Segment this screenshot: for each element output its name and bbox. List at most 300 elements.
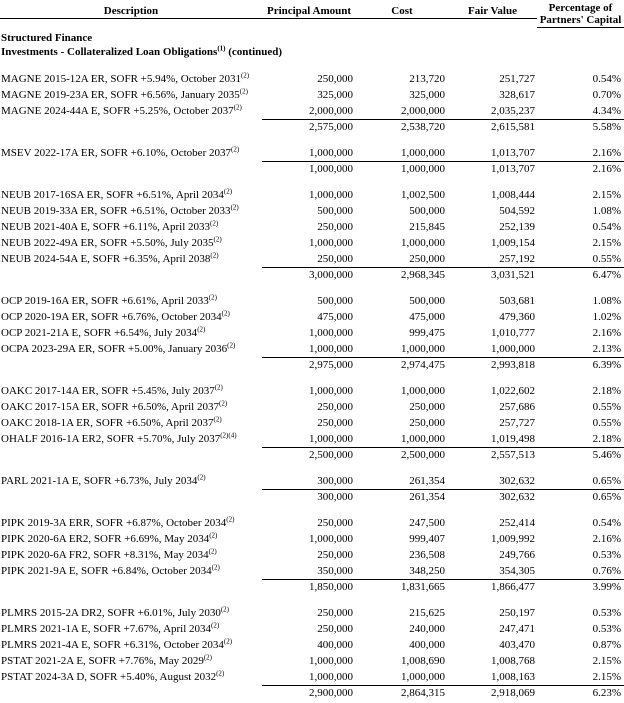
footnote-ref: (2): [210, 251, 219, 260]
cost-value: 999,475: [409, 327, 445, 339]
investment-values: [262, 71, 624, 87]
investment-values: [262, 653, 624, 669]
investment-description-text: OCP 2021-21A E, SOFR +6.54%, July 2034: [1, 327, 198, 339]
subtotal-description-spacer: [0, 267, 262, 283]
table-header: [0, 2, 624, 28]
subtotal-description-spacer: [0, 489, 262, 505]
principal-amount-value: 2,000,000: [309, 105, 353, 117]
investment-values: [262, 325, 624, 341]
percentage-value: 0.55%: [592, 253, 621, 265]
investment-row: [0, 235, 624, 251]
cost-value: 2,000,000: [401, 105, 445, 117]
group-subtotal-row: [0, 447, 624, 463]
investment-values: [262, 531, 624, 547]
subtotal-description-spacer: [0, 357, 262, 373]
fair-value-value: 403,470: [499, 639, 535, 651]
subtotal-values: [262, 579, 624, 595]
subtotal-percentage: 5.46%: [592, 449, 621, 461]
investment-description-text: OAKC 2017-15A ER, SOFR +6.50%, April 2037: [1, 401, 219, 413]
investment-description-text: PIPK 2019-3A ERR, SOFR +6.87%, October 2034: [1, 517, 227, 529]
percentage-value: 0.53%: [592, 607, 621, 619]
footnote-ref: (2): [226, 515, 235, 524]
investment-description-text: OAKC 2018-1A ER, SOFR +6.50%, April 2037: [1, 417, 214, 429]
principal-amount-value: 1,000,000: [309, 671, 353, 683]
footnote-ref: (2): [233, 103, 242, 112]
fair-value-value: 257,727: [499, 417, 535, 429]
fair-value-value: 250,197: [499, 607, 535, 619]
investment-values: [262, 219, 624, 235]
investment-description: [0, 431, 262, 447]
percentage-value: 1.08%: [592, 205, 621, 217]
subtotal-values: [262, 267, 624, 283]
investment-values: [262, 637, 624, 653]
investment-description: [0, 563, 262, 579]
percentage-value: 2.15%: [592, 237, 621, 249]
investment-description-text: PSTAT 2021-2A E, SOFR +7.76%, May 2029: [1, 655, 204, 667]
section-title: Structured Finance: [1, 32, 93, 44]
investment-row: [0, 325, 624, 341]
percentage-value: 2.16%: [592, 533, 621, 545]
subtotal-cost: 2,538,720: [401, 121, 445, 133]
fair-value-value: 251,727: [499, 73, 535, 85]
subtotal-values: [262, 357, 624, 373]
investment-values: [262, 293, 624, 309]
fair-value-value: 1,010,777: [491, 327, 535, 339]
group-subtotal-row: [0, 267, 624, 283]
subtotal-percentage: 5.58%: [592, 121, 621, 133]
footnote-ref: (2)(4): [220, 431, 237, 440]
investment-description: [0, 187, 262, 203]
investment-description: [0, 235, 262, 251]
clo-group-1: [0, 145, 624, 177]
investment-values: [262, 103, 624, 119]
principal-amount-value: 500,000: [317, 205, 353, 217]
subtotal-principal-amount: 1,000,000: [309, 163, 353, 175]
subtotal-fair-value: 302,632: [499, 491, 535, 503]
investment-values: [262, 515, 624, 531]
percentage-value: 2.18%: [592, 433, 621, 445]
investment-description: [0, 399, 262, 415]
footnote-ref: (2): [223, 187, 233, 196]
investment-description: [0, 87, 262, 103]
investment-values: [262, 605, 624, 621]
investment-description: [0, 653, 262, 669]
investment-description-text: NEUB 2022-49A ER, SOFR +5.50%, July 2035: [1, 237, 214, 249]
investment-values: [262, 669, 624, 685]
subtotal-values: [262, 161, 624, 177]
subtotal-description-spacer: [0, 579, 262, 595]
footnote-ref: (2): [240, 71, 250, 80]
footnote-ref-1: (1): [217, 44, 226, 53]
investment-description: [0, 473, 262, 489]
investment-row: [0, 187, 624, 203]
principal-amount-value: 250,000: [317, 253, 353, 265]
investment-row: [0, 605, 624, 621]
footnote-ref: (2): [213, 235, 222, 244]
percentage-value: 0.54%: [592, 73, 621, 85]
investment-description-text: OCP 2019-16A ER, SOFR +6.61%, April 2033: [1, 295, 209, 307]
cost-value: 1,000,000: [401, 385, 445, 397]
subtotal-percentage: 2.16%: [592, 163, 621, 175]
investment-row: [0, 293, 624, 309]
cost-value: 1,002,500: [401, 189, 445, 201]
investment-description-text: MAGNE 2019-23A ER, SOFR +6.56%, January 2035: [1, 89, 240, 101]
principal-amount-value: 1,000,000: [309, 147, 353, 159]
clo-group-4: [0, 383, 624, 463]
investment-description: [0, 71, 262, 87]
investment-values: [262, 203, 624, 219]
investment-row: [0, 515, 624, 531]
subtotal-percentage: 0.65%: [592, 491, 621, 503]
group-subtotal-row: [0, 161, 624, 177]
cost-value: 1,000,000: [401, 433, 445, 445]
clo-group-3: [0, 293, 624, 373]
investment-description: [0, 621, 262, 637]
fair-value-value: 252,139: [499, 221, 535, 233]
cost-value: 250,000: [409, 417, 445, 429]
fair-value-value: 247,471: [499, 623, 535, 635]
principal-amount-value: 300,000: [317, 475, 353, 487]
investment-description-text: PIPK 2021-9A E, SOFR +6.84%, October 2034: [1, 565, 212, 577]
footnote-ref: (2): [211, 621, 220, 630]
investment-values: [262, 399, 624, 415]
subtotal-principal-amount: 2,500,000: [309, 449, 353, 461]
investment-description-text: PIPK 2020-6A ER2, SOFR +6.69%, May 2034: [1, 533, 210, 545]
cost-value: 348,250: [409, 565, 445, 577]
principal-amount-value: 1,000,000: [309, 385, 353, 397]
footnote-ref: (2): [197, 473, 206, 482]
table-body: [0, 71, 624, 701]
percentage-value: 0.76%: [592, 565, 621, 577]
investment-row: [0, 531, 624, 547]
investment-row: [0, 251, 624, 267]
cost-value: 325,000: [409, 89, 445, 101]
investment-values: [262, 415, 624, 431]
investment-description: [0, 415, 262, 431]
principal-amount-value: 250,000: [317, 517, 353, 529]
fair-value-value: 1,008,768: [491, 655, 535, 667]
cost-value: 1,008,690: [401, 655, 445, 667]
investment-description: [0, 103, 262, 119]
subtotal-values: [262, 489, 624, 505]
fair-value-value: 249,766: [499, 549, 535, 561]
principal-amount-value: 500,000: [317, 295, 353, 307]
investment-description-text: MAGNE 2024-44A E, SOFR +5.25%, October 2037: [1, 105, 234, 117]
percentage-value: 2.16%: [592, 327, 621, 339]
principal-amount-value: 475,000: [317, 311, 353, 323]
percentage-value: 2.18%: [592, 385, 621, 397]
footnote-ref: (2): [227, 341, 236, 350]
fair-value-value: 1,008,163: [491, 671, 535, 683]
subtotal-principal-amount: 1,850,000: [309, 581, 353, 593]
footnote-ref: (2): [220, 605, 229, 614]
investment-description: [0, 669, 262, 685]
fair-value-value: 479,360: [499, 311, 535, 323]
subtotal-fair-value: 1,866,477: [491, 581, 535, 593]
principal-amount-value: 250,000: [317, 623, 353, 635]
subtotal-cost: 2,500,000: [401, 449, 445, 461]
subtotal-cost: 2,864,315: [401, 687, 445, 699]
investment-description: [0, 309, 262, 325]
investment-description-text: NEUB 2021-40A E, SOFR +6.11%, April 2033: [1, 221, 210, 233]
principal-amount-value: 400,000: [317, 639, 353, 651]
percentage-value: 4.34%: [592, 105, 621, 117]
cost-value: 500,000: [409, 295, 445, 307]
investment-description-text: OAKC 2017-14A ER, SOFR +5.45%, July 2037: [1, 385, 215, 397]
investment-row: [0, 415, 624, 431]
cost-value: 1,000,000: [401, 343, 445, 355]
investment-row: [0, 219, 624, 235]
section-subtitle-text: Investments - Collateralized Loan Obligations: [1, 46, 218, 58]
principal-amount-value: 1,000,000: [309, 433, 353, 445]
clo-group-5: [0, 473, 624, 505]
investment-row: [0, 399, 624, 415]
percentage-value: 2.15%: [592, 655, 621, 667]
principal-amount-value: 1,000,000: [309, 655, 353, 667]
subtotal-description-spacer: [0, 161, 262, 177]
clo-group-0: [0, 71, 624, 135]
principal-amount-value: 250,000: [317, 417, 353, 429]
fair-value-value: 503,681: [499, 295, 535, 307]
investment-row: [0, 653, 624, 669]
investment-row: [0, 547, 624, 563]
investment-description-text: PARL 2021-1A E, SOFR +6.73%, July 2034: [1, 475, 198, 487]
investment-description: [0, 515, 262, 531]
fair-value-value: 354,305: [499, 565, 535, 577]
principal-amount-value: 250,000: [317, 607, 353, 619]
percentage-value: 2.13%: [592, 343, 621, 355]
cost-value: 400,000: [409, 639, 445, 651]
footnote-ref: (2): [230, 145, 240, 154]
footnote-ref: (2): [213, 415, 222, 424]
column-header-cost: Cost: [356, 5, 448, 19]
cost-value: 1,000,000: [401, 147, 445, 159]
investment-description-text: PLMRS 2021-4A E, SOFR +6.31%, October 2034: [1, 639, 224, 651]
subtotal-principal-amount: 2,900,000: [309, 687, 353, 699]
subtotal-percentage: 6.47%: [592, 269, 621, 281]
footnote-ref: (2): [210, 219, 219, 228]
cost-value: 1,000,000: [401, 237, 445, 249]
subtotal-fair-value: 2,557,513: [491, 449, 535, 461]
investment-description-text: PIPK 2020-6A FR2, SOFR +8.31%, May 2034: [1, 549, 209, 561]
subtotal-values: [262, 447, 624, 463]
investment-values: [262, 431, 624, 447]
cost-value: 250,000: [409, 253, 445, 265]
investment-description-text: NEUB 2024-54A E, SOFR +6.35%, April 2038: [1, 253, 211, 265]
cost-value: 500,000: [409, 205, 445, 217]
investment-row: [0, 473, 624, 489]
subtotal-percentage: 6.23%: [592, 687, 621, 699]
fair-value-value: 1,022,602: [491, 385, 535, 397]
cost-value: 236,508: [409, 549, 445, 561]
investment-description: [0, 251, 262, 267]
principal-amount-value: 250,000: [317, 221, 353, 233]
percentage-value: 2.16%: [592, 147, 621, 159]
percentage-value: 0.55%: [592, 401, 621, 413]
cost-value: 475,000: [409, 311, 445, 323]
investment-description: [0, 145, 262, 161]
footnote-ref: (2): [218, 399, 228, 408]
subtotal-cost: 2,968,345: [401, 269, 445, 281]
principal-amount-value: 1,000,000: [309, 533, 353, 545]
investment-row: [0, 203, 624, 219]
investment-row: [0, 637, 624, 653]
fair-value-value: 1,009,992: [491, 533, 535, 545]
investment-description-text: PLMRS 2015-2A DR2, SOFR +6.01%, July 2030: [1, 607, 221, 619]
investment-row: [0, 341, 624, 357]
subtotal-cost: 261,354: [409, 491, 445, 503]
footnote-ref: (2): [209, 531, 218, 540]
principal-amount-value: 350,000: [317, 565, 353, 577]
investment-description-text: PSTAT 2024-3A D, SOFR +5.40%, August 2032: [1, 671, 217, 683]
footnote-ref: (2): [230, 203, 239, 212]
percentage-value: 0.53%: [592, 623, 621, 635]
cost-value: 213,720: [409, 73, 445, 85]
investment-row: [0, 103, 624, 119]
footnote-ref: (2): [239, 87, 248, 96]
investment-row: [0, 669, 624, 685]
subtotal-fair-value: 2,615,581: [491, 121, 535, 133]
percentage-value: 0.65%: [592, 475, 621, 487]
investment-description: [0, 547, 262, 563]
footnote-ref: (2): [223, 637, 233, 646]
fair-value-value: 1,019,498: [491, 433, 535, 445]
investment-description: [0, 531, 262, 547]
subtotal-cost: 1,000,000: [401, 163, 445, 175]
section-subtitle: [0, 45, 624, 59]
investment-description-text: NEUB 2017-16SA ER, SOFR +6.51%, April 2034: [1, 189, 224, 201]
principal-amount-value: 1,000,000: [309, 189, 353, 201]
investment-description-text: PLMRS 2021-1A E, SOFR +7.67%, April 2034: [1, 623, 212, 635]
investment-description: [0, 637, 262, 653]
investment-description: [0, 219, 262, 235]
investment-description: [0, 293, 262, 309]
fair-value-value: 1,013,707: [491, 147, 535, 159]
cost-value: 1,000,000: [401, 671, 445, 683]
cost-value: 247,500: [409, 517, 445, 529]
column-header-percentage-of-partners-capital: [537, 2, 624, 28]
group-subtotal-row: [0, 579, 624, 595]
investment-values: [262, 87, 624, 103]
pct-header-line2: Partners' Capital: [539, 14, 622, 26]
principal-amount-value: 250,000: [317, 401, 353, 413]
investment-values: [262, 341, 624, 357]
percentage-value: 0.54%: [592, 221, 621, 233]
investment-values: [262, 383, 624, 399]
fair-value-value: 252,414: [499, 517, 535, 529]
subtotal-description-spacer: [0, 119, 262, 135]
investment-row: [0, 431, 624, 447]
footnote-ref: (2): [197, 325, 206, 334]
investment-description-text: MAGNE 2015-12A ER, SOFR +5.94%, October 2031: [1, 73, 241, 85]
pct-header-line1: Percentage of: [548, 2, 613, 14]
investment-values: [262, 473, 624, 489]
investment-description: [0, 325, 262, 341]
cost-value: 215,845: [409, 221, 445, 233]
footnote-ref: (2): [216, 669, 225, 678]
clo-group-6: [0, 515, 624, 595]
investment-values: [262, 187, 624, 203]
percentage-value: 2.15%: [592, 671, 621, 683]
investment-row: [0, 621, 624, 637]
investment-values: [262, 547, 624, 563]
investment-description-text: OCPA 2023-29A ER, SOFR +5.00%, January 2036: [1, 343, 228, 355]
investment-row: [0, 383, 624, 399]
footnote-ref: (2): [208, 293, 217, 302]
principal-amount-value: 1,000,000: [309, 343, 353, 355]
group-subtotal-row: [0, 685, 624, 701]
fair-value-value: 328,617: [499, 89, 535, 101]
column-header-fair-value: Fair Value: [448, 5, 537, 19]
cost-value: 261,354: [409, 475, 445, 487]
percentage-value: 0.54%: [592, 517, 621, 529]
fair-value-value: 504,592: [499, 205, 535, 217]
group-subtotal-row: [0, 119, 624, 135]
percentage-value: 0.55%: [592, 417, 621, 429]
investment-values: [262, 309, 624, 325]
subtotal-fair-value: 2,993,818: [491, 359, 535, 371]
footnote-ref: (2): [214, 383, 223, 392]
subtotal-fair-value: 1,013,707: [491, 163, 535, 175]
investment-description: [0, 341, 262, 357]
investment-description-text: NEUB 2019-33A ER, SOFR +6.51%, October 2033: [1, 205, 231, 217]
percentage-value: 0.53%: [592, 549, 621, 561]
investment-row: [0, 563, 624, 579]
investment-row: [0, 71, 624, 87]
footnote-ref: (2): [211, 563, 220, 572]
investment-row: [0, 309, 624, 325]
subtotal-principal-amount: 2,575,000: [309, 121, 353, 133]
subtotal-principal-amount: 3,000,000: [309, 269, 353, 281]
cost-value: 999,407: [409, 533, 445, 545]
subtotal-cost: 2,974,475: [401, 359, 445, 371]
investment-description: [0, 203, 262, 219]
fair-value-value: 257,686: [499, 401, 535, 413]
investment-description-text: OHALF 2016-1A ER2, SOFR +5.70%, July 2037: [1, 433, 221, 445]
subtotal-description-spacer: [0, 685, 262, 701]
subtotal-description-spacer: [0, 447, 262, 463]
clo-group-2: [0, 187, 624, 283]
percentage-value: 1.02%: [592, 311, 621, 323]
subtotal-principal-amount: 300,000: [317, 491, 353, 503]
fair-value-value: 1,009,154: [491, 237, 535, 249]
subtotal-principal-amount: 2,975,000: [309, 359, 353, 371]
fair-value-value: 1,008,444: [491, 189, 535, 201]
cost-value: 240,000: [409, 623, 445, 635]
column-header-description: Description: [0, 5, 262, 19]
fair-value-value: 1,000,000: [491, 343, 535, 355]
fair-value-value: 257,192: [499, 253, 535, 265]
subtotal-fair-value: 2,918,069: [491, 687, 535, 699]
cost-value: 250,000: [409, 401, 445, 413]
column-header-principal-amount: Principal Amount: [262, 5, 356, 19]
footnote-ref: (2): [221, 309, 230, 318]
fair-value-value: 302,632: [499, 475, 535, 487]
subtotal-values: [262, 119, 624, 135]
investment-values: [262, 251, 624, 267]
percentage-value: 0.87%: [592, 639, 621, 651]
percentage-value: 0.70%: [592, 89, 621, 101]
investment-description: [0, 605, 262, 621]
percentage-value: 1.08%: [592, 295, 621, 307]
investment-values: [262, 621, 624, 637]
investment-values: [262, 563, 624, 579]
subtotal-percentage: 3.99%: [592, 581, 621, 593]
investment-description-text: OCP 2020-19A ER, SOFR +6.76%, October 2034: [1, 311, 222, 323]
investment-description-text: MSEV 2022-17A ER, SOFR +6.10%, October 2037: [1, 147, 231, 159]
fair-value-value: 2,035,237: [491, 105, 535, 117]
principal-amount-value: 1,000,000: [309, 237, 353, 249]
